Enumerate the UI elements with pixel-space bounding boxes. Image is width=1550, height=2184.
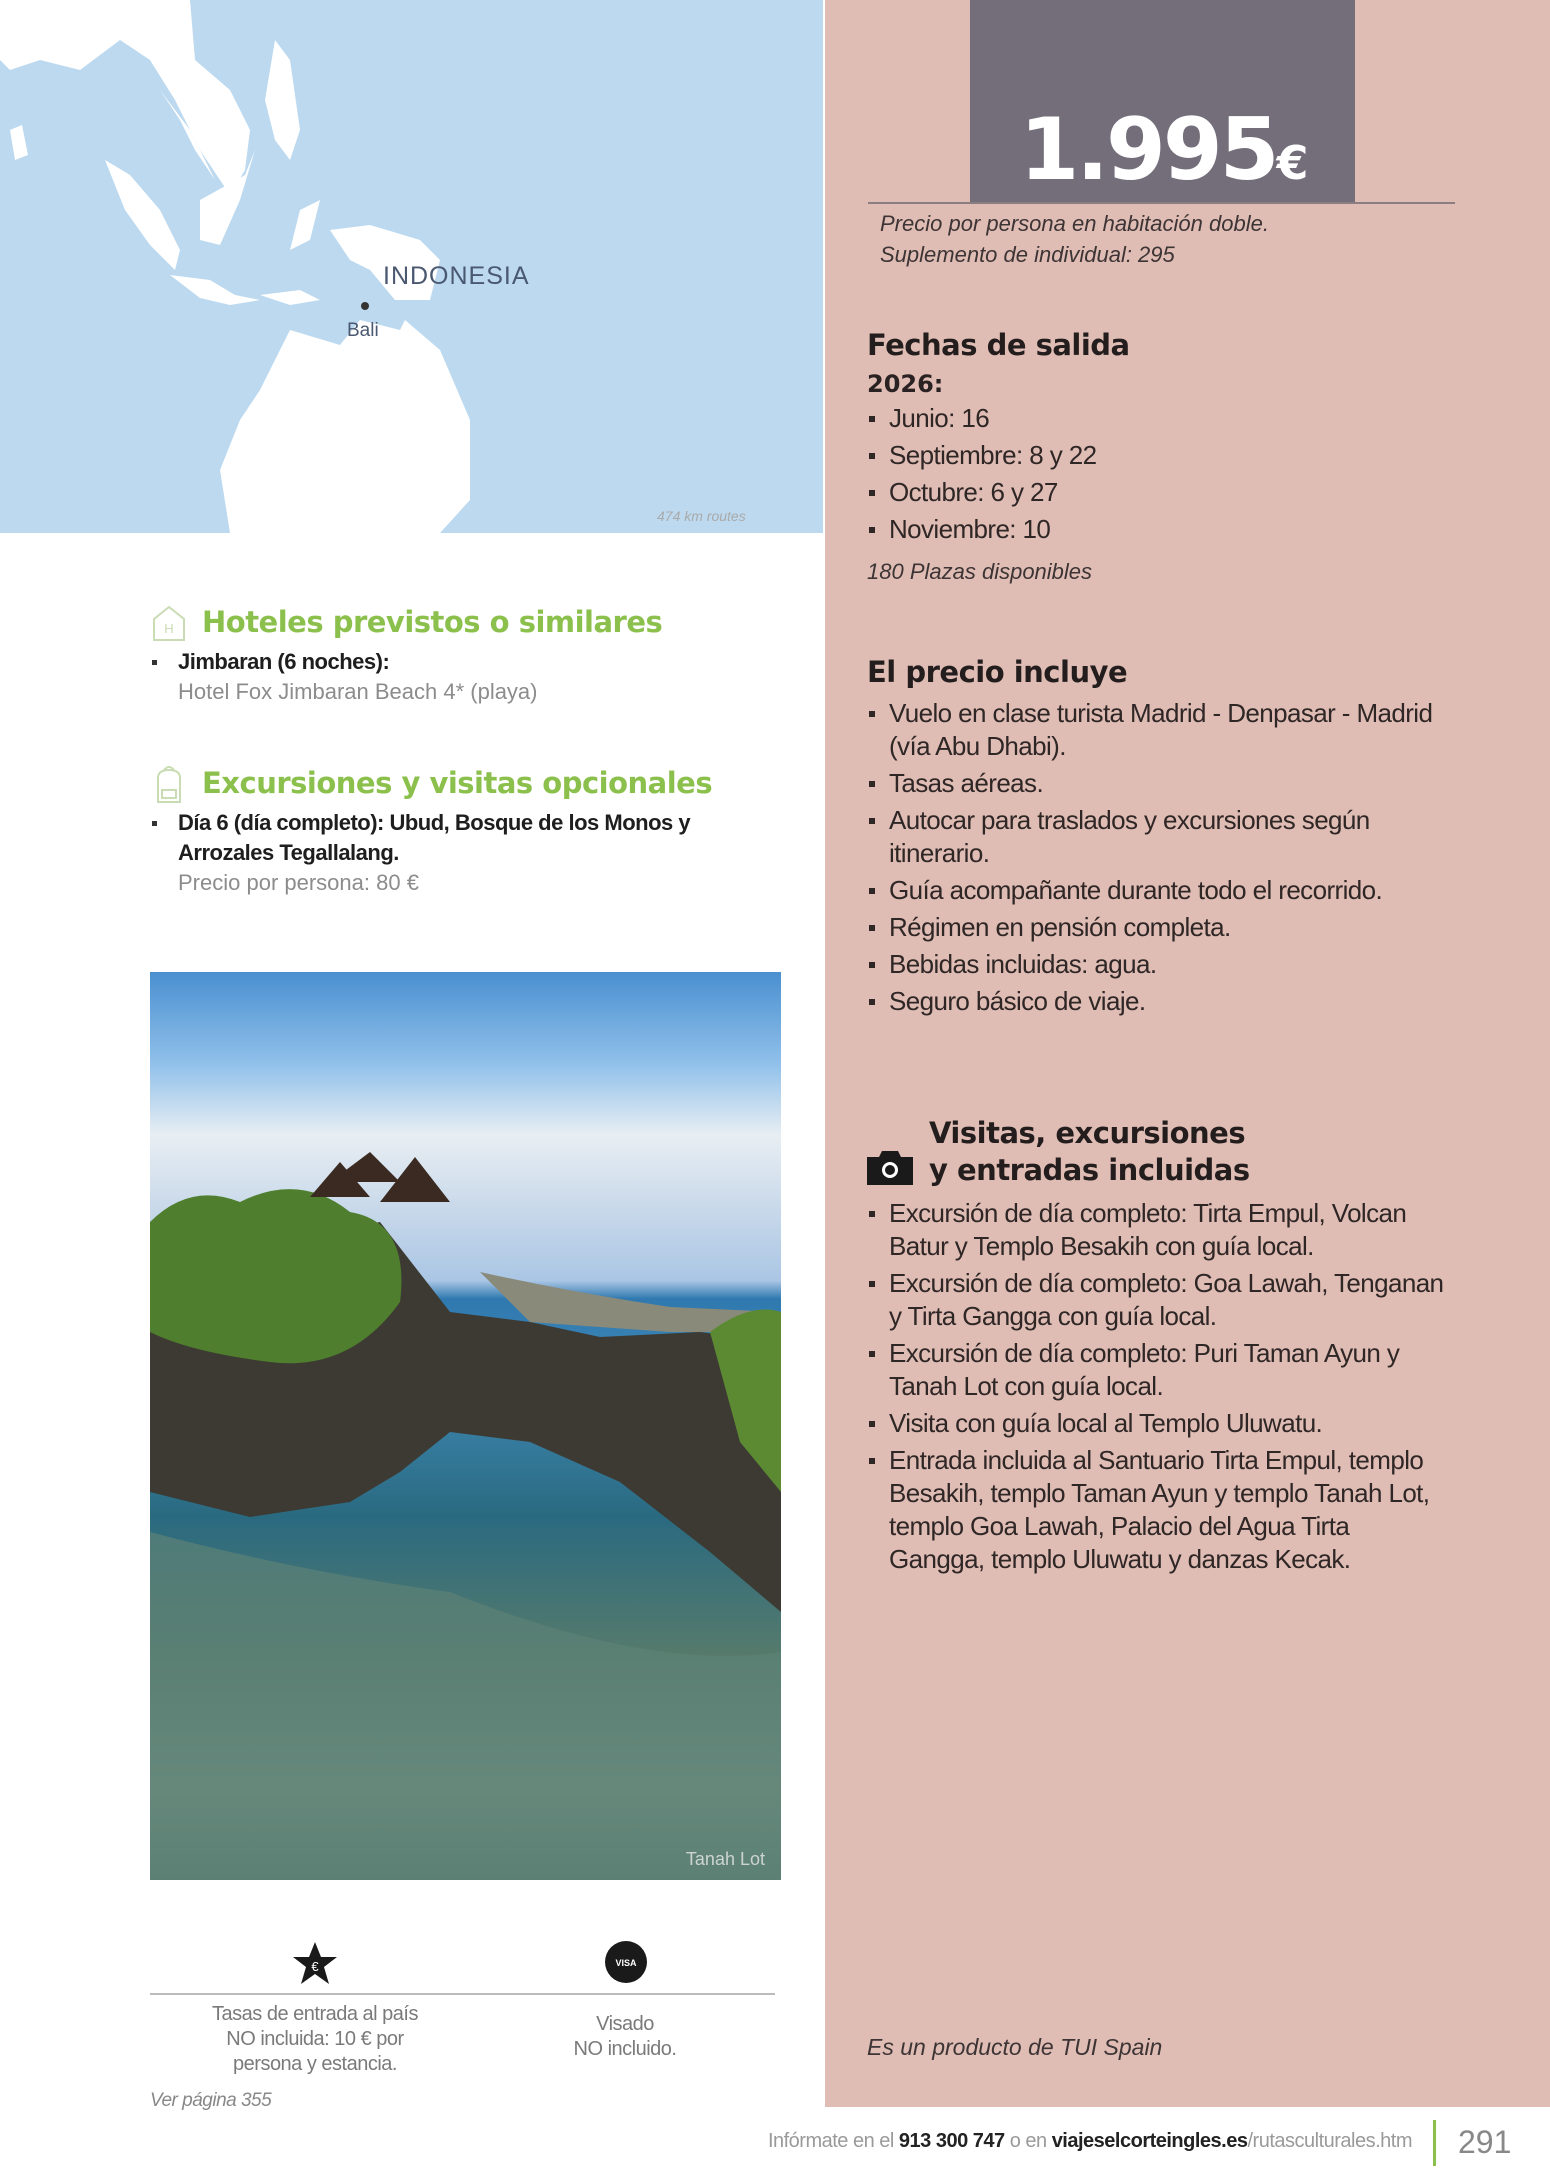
optional-excursions-section [150,766,810,898]
includes-list [867,697,1447,1018]
price-note-line: Precio por persona en habitación doble. [880,211,1269,236]
photo-caption: Tanah Lot [685,1849,765,1869]
destination-map [0,0,823,533]
list-item: Autocar para traslados y excursiones según itinerario. [867,804,1447,870]
list-item: Excursión de día completo: Puri Taman Ayun y Tanah Lot con guía local. [867,1337,1447,1403]
tanah-lot-photo [150,972,781,1880]
optional-title: Excursiones y visitas opcionales [202,766,713,800]
list-item: Excursión de día completo: Goa Lawah, Tenganan y Tirta Gangga con guía local. [867,1267,1447,1333]
list-item: Septiembre: 8 y 22 [867,439,1507,472]
svg-text:€: € [311,1959,319,1974]
visa-notice [525,2012,725,2062]
list-item: Excursión de día completo: Tirta Empul, Volcan Batur y Templo Besakih con guía local. [867,1197,1447,1263]
notices-divider [150,1993,775,1995]
list-item: Noviembre: 10 [867,513,1507,546]
includes-section [867,655,1447,1022]
footer-phone[interactable]: 913 300 747 [898,2130,1005,2152]
list-item [150,647,810,707]
visits-title-line2: y entradas incluidas [929,1153,1250,1187]
list-item: Entrada incluida al Santuario Tirta Empul, templo Besakih, templo Taman Ayun y templo Tanah Lot, templo Goa Lawah, Palacio del Agua Tirta Gangga, templo Uluwatu y danzas Kecak. [867,1444,1447,1576]
price-currency: € [1276,136,1306,190]
excursion-description: Día 6 (día completo): Ubud, Bosque de los Monos y Arrozales Tegallalang. [178,810,691,865]
star-badge-icon [292,1940,338,1986]
photo-illustration [150,972,781,1880]
price-note [880,208,1269,270]
hotels-list [150,647,810,707]
list-item: Régimen en pensión completa. [867,911,1447,944]
notice-line: persona y estancia. [233,2053,397,2075]
list-item: Tasas aéreas. [867,767,1447,800]
svg-text:VISA: VISA [615,1958,637,1968]
visits-list [867,1197,1447,1576]
hotels-title: Hoteles previstos o similares [202,605,663,639]
producer-note: Es un producto de TUI Spain [867,2034,1163,2060]
seats-available: 180 Plazas disponibles [867,559,1093,584]
includes-title: El precio incluye [867,655,1128,689]
map-attribution: 474 km routes [657,508,746,524]
visa-stamp-icon [604,1940,648,1984]
see-page-link[interactable]: Ver página 355 [150,2090,272,2111]
single-supplement: Suplemento de individual: 295 [880,242,1175,267]
departures-title: Fechas de salida [867,328,1130,362]
list-item: Guía acompañante durante todo el recorrido. [867,874,1447,907]
optional-list [150,808,810,898]
list-item [150,808,810,898]
footer-site-link[interactable]: viajeselcorteingles.es [1051,2130,1248,2152]
footer-contact [768,2130,1412,2153]
hotel-icon [152,605,186,641]
notice-line: NO incluido. [573,2038,677,2060]
trip-info-panel [825,0,1550,2107]
map-city-label: Bali [347,320,379,341]
notice-line: NO incluida: 10 € por [226,2028,404,2050]
camera-icon [867,1149,913,1185]
departures-list [867,402,1507,546]
backpack-icon [154,766,184,804]
list-item: Octubre: 6 y 27 [867,476,1507,509]
map-location-dot [361,302,369,310]
page-number: 291 [1458,2124,1512,2160]
list-item: Vuelo en clase turista Madrid - Denpasar - Madrid (vía Abu Dhabi). [867,697,1447,763]
list-item: Bebidas incluidas: agua. [867,948,1447,981]
price-value [970,100,1355,200]
excursion-price: Precio por persona: 80 € [178,870,419,895]
departures-year: 2026: [867,370,944,398]
visits-section [867,1115,1447,1580]
list-item: Visita con guía local al Templo Uluwatu. [867,1407,1447,1440]
footer-path[interactable]: /rutasculturales.htm [1247,2130,1412,2152]
notice-line: Visado [596,2013,654,2035]
footer-divider [1433,2120,1436,2166]
notice-line: Tasas de entrada al país [212,2003,418,2025]
hotel-city: Jimbaran (6 noches): [178,649,390,674]
list-item: Junio: 16 [867,402,1507,435]
price-divider [868,202,1455,204]
list-item: Seguro básico de viaje. [867,985,1447,1018]
map-country-label: INDONESIA [383,262,530,290]
entry-tax-notice [175,2002,455,2077]
hotels-section [150,605,810,707]
svg-text:H: H [164,621,174,636]
hotel-name: Hotel Fox Jimbaran Beach 4* (playa) [178,679,538,704]
departures-section [867,328,1507,587]
price-amount: 1.995 [1019,100,1277,200]
visits-title-line1: Visitas, excursiones [929,1116,1246,1150]
footer-prefix: Infórmate en el [767,2130,899,2152]
footer-middle: o en [1004,2130,1052,2152]
